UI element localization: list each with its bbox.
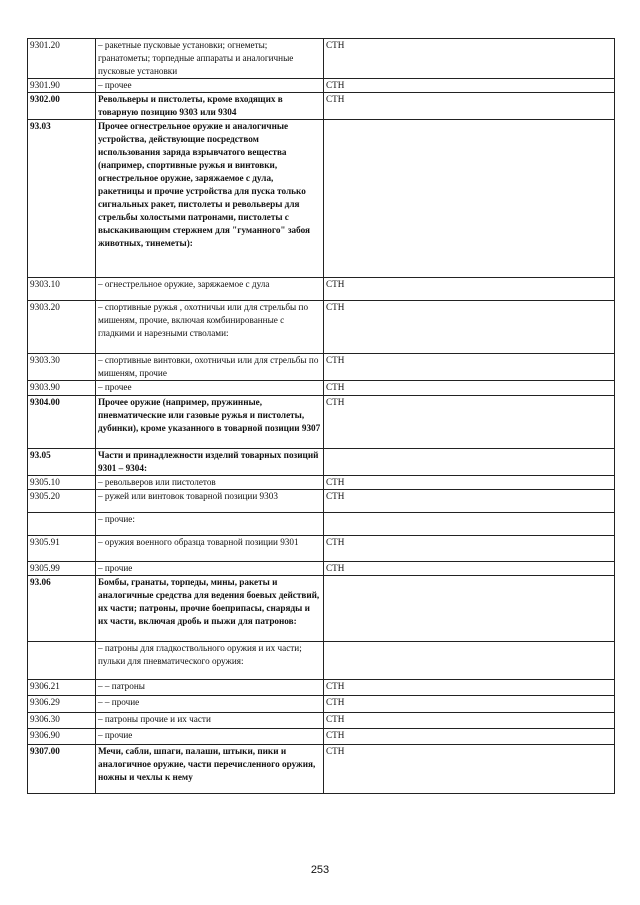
code-cell: 9303.20 <box>28 301 96 354</box>
table-row <box>28 39 615 79</box>
table-row <box>28 396 615 449</box>
description-cell: – спортивные винтовки, охотничьи или для стрельбы по мишеням, прочие <box>96 354 324 381</box>
description-cell: – патроны для гладкоствольного оружия и их части; пульки для пневматического оружия: <box>96 642 324 680</box>
code-cell: 9307.00 <box>28 745 96 794</box>
description-cell: – – патроны <box>96 680 324 696</box>
rule-cell: СТН <box>324 729 615 745</box>
table-row <box>28 476 615 490</box>
description-cell: – ружей или винтовок товарной позиции 9303 <box>96 490 324 513</box>
rule-cell: СТН <box>324 490 615 513</box>
description-cell: – патроны прочие и их части <box>96 713 324 729</box>
code-cell: 9304.00 <box>28 396 96 449</box>
code-cell: 9303.30 <box>28 354 96 381</box>
rule-cell: СТН <box>324 476 615 490</box>
description-cell: – – прочие <box>96 696 324 713</box>
code-cell: 9305.91 <box>28 536 96 562</box>
table-row <box>28 354 615 381</box>
table-row <box>28 745 615 794</box>
table-row <box>28 278 615 301</box>
description-cell: Мечи, сабли, шпаги, палаши, штыки, пики и аналогичное оружие, части перечисленного оружия, ножны и чехлы к нему <box>96 745 324 794</box>
code-cell: 9306.21 <box>28 680 96 696</box>
table-row <box>28 713 615 729</box>
code-cell: 9303.90 <box>28 381 96 396</box>
table-row <box>28 576 615 642</box>
rule-cell <box>324 513 615 536</box>
code-cell <box>28 642 96 680</box>
table-row <box>28 79 615 93</box>
rule-cell: СТН <box>324 93 615 120</box>
table-row <box>28 642 615 680</box>
tariff-table-body <box>28 39 615 794</box>
description-cell: – оружия военного образца товарной позиции 9301 <box>96 536 324 562</box>
description-cell: Части и принадлежности изделий товарных позиций 9301 – 9304: <box>96 449 324 476</box>
table-row <box>28 301 615 354</box>
code-cell: 9301.90 <box>28 79 96 93</box>
code-cell <box>28 513 96 536</box>
rule-cell: СТН <box>324 745 615 794</box>
table-row <box>28 536 615 562</box>
table-row <box>28 562 615 576</box>
rule-cell: СТН <box>324 354 615 381</box>
description-cell: Бомбы, гранаты, торпеды, мины, ракеты и аналогичные средства для ведения боевых действий, их части; патроны, прочие боеприпасы, снаряды и их части, включая дробь и пыжи для патронов: <box>96 576 324 642</box>
code-cell: 93.03 <box>28 120 96 278</box>
rule-cell: СТН <box>324 562 615 576</box>
description-cell: – ракетные пусковые установки; огнеметы; гранатометы; торпедные аппараты и аналогичные пусковые установки <box>96 39 324 79</box>
code-cell: 9306.90 <box>28 729 96 745</box>
code-cell: 93.06 <box>28 576 96 642</box>
description-cell: – прочие: <box>96 513 324 536</box>
description-cell: Револьверы и пистолеты, кроме входящих в товарную позицию 9303 или 9304 <box>96 93 324 120</box>
table-row <box>28 696 615 713</box>
rule-cell: СТН <box>324 536 615 562</box>
rule-cell <box>324 120 615 278</box>
rule-cell: СТН <box>324 713 615 729</box>
description-cell: – спортивные ружья , охотничьи или для стрельбы по мишеням, прочие, включая комбинированные с гладкими и нарезными стволами: <box>96 301 324 354</box>
rule-cell: СТН <box>324 381 615 396</box>
table-row <box>28 120 615 278</box>
description-cell: – огнестрельное оружие, заряжаемое с дула <box>96 278 324 301</box>
code-cell: 9306.29 <box>28 696 96 713</box>
table-row <box>28 680 615 696</box>
rule-cell <box>324 642 615 680</box>
rule-cell: СТН <box>324 301 615 354</box>
code-cell: 93.05 <box>28 449 96 476</box>
code-cell: 9305.99 <box>28 562 96 576</box>
code-cell: 9305.10 <box>28 476 96 490</box>
table-row <box>28 490 615 513</box>
description-cell: – прочее <box>96 381 324 396</box>
description-cell: Прочее огнестрельное оружие и аналогичные устройства, действующие посредством использования заряда взрывчатого вещества (например, спортивные ружья и винтовки, огнестрельное оружие, заряжаемое с дула, ракетницы и прочие устройства для пуска только сигнальных ракет, пистолеты и револьверы для стрельбы холостыми патронами, пистолеты с выскакивающим стержнем для "гуманного" забоя животных, тинеметы): <box>96 120 324 278</box>
table-row <box>28 449 615 476</box>
table-row <box>28 381 615 396</box>
rule-cell <box>324 576 615 642</box>
description-cell: – прочие <box>96 729 324 745</box>
description-cell: Прочее оружие (например, пружинные, пневматические или газовые ружья и пистолеты, дубинки), кроме указанного в товарной позиции 9307 <box>96 396 324 449</box>
rule-cell: СТН <box>324 278 615 301</box>
code-cell: 9301.20 <box>28 39 96 79</box>
tariff-table <box>27 38 615 794</box>
rule-cell: СТН <box>324 79 615 93</box>
table-row <box>28 93 615 120</box>
rule-cell: СТН <box>324 696 615 713</box>
table-row <box>28 729 615 745</box>
description-cell: – прочее <box>96 79 324 93</box>
page-number: 253 <box>310 864 330 876</box>
code-cell: 9306.30 <box>28 713 96 729</box>
rule-cell: СТН <box>324 680 615 696</box>
rule-cell <box>324 449 615 476</box>
table-row <box>28 513 615 536</box>
rule-cell: СТН <box>324 39 615 79</box>
code-cell: 9302.00 <box>28 93 96 120</box>
rule-cell: СТН <box>324 396 615 449</box>
code-cell: 9305.20 <box>28 490 96 513</box>
code-cell: 9303.10 <box>28 278 96 301</box>
description-cell: – револьверов или пистолетов <box>96 476 324 490</box>
description-cell: – прочие <box>96 562 324 576</box>
